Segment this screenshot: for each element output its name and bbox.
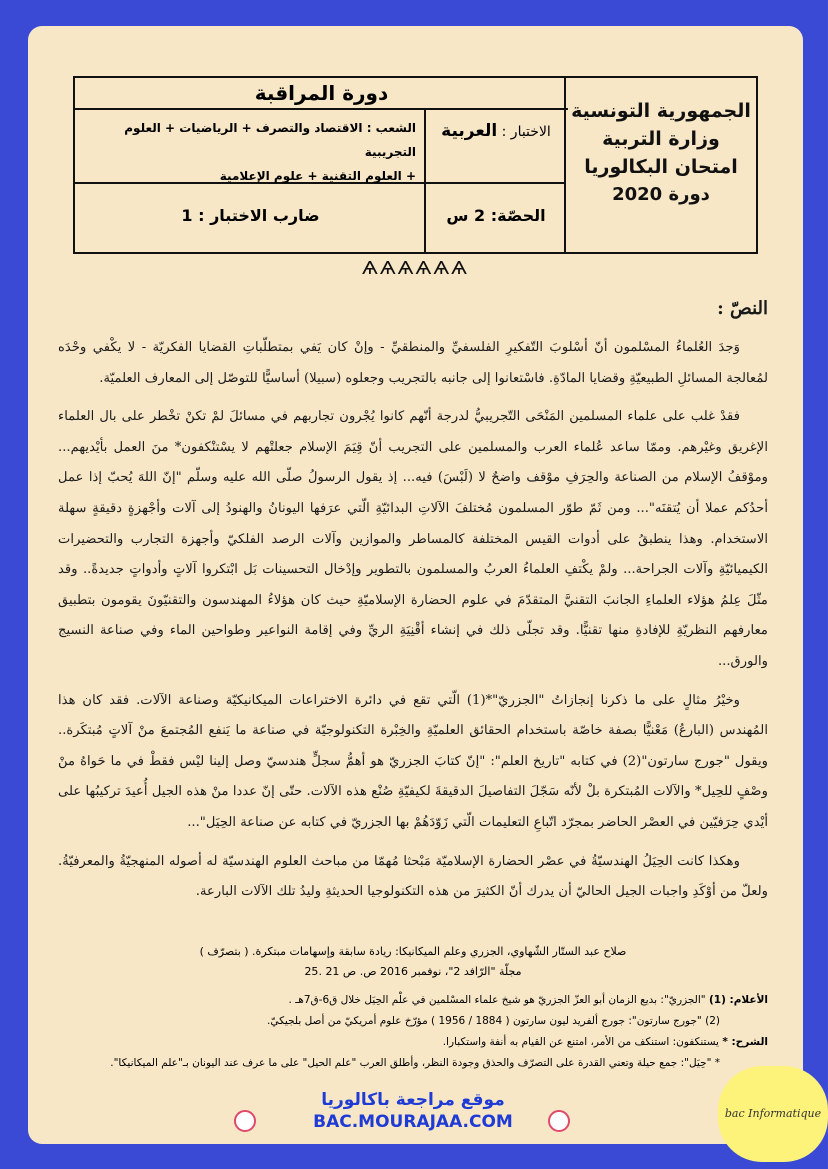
paragraph-3: وخيْرُ مثالٍ على ما ذكرنا إنجازاتُ "الجزريّ"*(1) الّتي تقع في دائرة الاختراعات الميكانيكيّة وصناعة الآلات. فقد كان هذا المُهندس (البارعُ) مَعْنيًّا بصفة خاصّة باستخدام الحقائق العلميّةِ والخِبْرة التكنولوجيّة في صناعة ما يَنفع المُجتمعَ منْ آلاتٍ مُبتكَرة.. ويقول "جورج سارتون"(2) في كتابه "تاريخ العلم": "إنّ كتابَ الجزريّ هو أهمُّ سجلٍّ هندسيّ وصل إلينا ليْس فقطْ في ما حَواهُ منْ وصْفٍ للحِيل* والآلات المُبتكرة بلْ لأنّه سَجّلَ التفاصيلَ الدقيقةَ لكيفيّةِ صُنْع هذه الآلات. حتّى إنّ عددا منْ هذه الجيل أُعيدَ تركيبُها على أيْدي حِرَفيّين في العصْر الحاضر بمجرّد اتّباعِ التعليمات الّتي زَوّدَهُمْ بها الجزريّ في كتابه عن صناعة الحِيَل"... bbox=[58, 692, 768, 830]
duration: الحصّة: 2 س bbox=[424, 184, 566, 252]
text-heading: النصّ : bbox=[717, 298, 768, 319]
exam-label: امتحان البكالوريا bbox=[584, 156, 738, 178]
site-footer[interactable] bbox=[298, 1090, 528, 1132]
paragraph-4: وهكذا كانت الحِيَلُ الهندسيّةُ في عصْر الحضارة الإسلاميّة مَبْحثا مُهمّا من مباحث العلوم الهندسيّة له أصوله المنهجيّةُ والمعرفيّةُ. ولعلّ من أوْكَدِ واجبات الجيل الحاليّ أن يدرك أنّ الكثيرَ من هذه التكنولوجيا الحديثةِ وليدُ تلك الآلات البارعة. bbox=[58, 853, 768, 900]
notes-section bbox=[58, 990, 768, 1074]
subject-cell bbox=[424, 108, 566, 184]
gloss-1-text: يستنكفون: استنكف من الأمر، امتنع عن القيام به أنفة واستكبارا. bbox=[442, 1036, 719, 1048]
names-label: الأعلام: (1) bbox=[708, 994, 768, 1006]
session-type: دورة المراقبة bbox=[75, 78, 568, 110]
republic-label: الجمهورية التونسية bbox=[571, 100, 751, 122]
ministry-label: وزارة التربية bbox=[602, 128, 720, 150]
gloss-label: الشرح: * bbox=[722, 1036, 768, 1048]
site-logo-icon bbox=[234, 1110, 256, 1132]
note-name-1 bbox=[58, 990, 768, 1011]
note-gloss-1 bbox=[58, 1032, 768, 1053]
exam-header bbox=[73, 76, 758, 254]
sections-line-2: + العلوم التقنية + علوم الإعلامية bbox=[219, 169, 416, 183]
sections-cell bbox=[75, 108, 426, 184]
paragraph-2: فقدْ غلب على علماء المسلمين المَنْحَى التّجريبيُّ لدرجة أنّهم كانوا يُجْرون تجاربهم في مسائلَ لمْ تكنْ تخْطر على بال العلماء الإغريق وغيْرهم. وممّا ساعد عُلماء العرب والمسلمين على التجريب أنّ قِيَمَ الإسلام جعلتْهم لا يسْتنْكفون* منَ العمل بأيْديهم... وموْقفُ الإسلام من الصناعة والحِرَفِ موْقف واضحٌ لا (لَبْسَ) فيه... إذ يقول الرسولُ صلّى الله عليه وسلّم "إنّ اللهَ يُحبّ إذا عمل أحدُكم عملا أن يُتقنَه"... ومن ثَمّ طوّر المسلمون مُختلفَ الآلاتِ البدائيّةِ الّتي عرَفها اليونانُ والهنودُ إلى آلات وأجْهزةٍ دقيقةٍ سهلة الاستخدام. وهذا ينطبقُ على أدوات القيس المختلفة كالمساطر والموازين وآلات الرصد الفلكيّ وأجهزة التجارب والتحضيرات الكيميائيّةِ وآلات الجراحة... ولمْ يكْتفِ العلماءُ العربُ والمسلمون بالتطوير وإدْخال التحسينات بَل ابْتكروا آلاتٍ وأدواتٍ جديدةً.. وقد مثّلَ عِلمُ هؤلاء العلماءِ الجانبَ التقنيَّ المتقدّمَ في علوم الحضارة الإسلاميّةِ حيث كان هؤلاءُ المهندسون والتقنيّونَ يقومون بتطبيق معارفهم النظريّةِ للإفادةِ منها تقنيًّا. وقد تجلّى ذلك في إنشاء أقْنِيَةِ الريِّ وفي إقامة النواعير وطواحين الماء وفي صناعة النسيج والورق... bbox=[58, 409, 768, 669]
paragraph-1: وَجدَ العُلماءُ المسْلمون أنّ أسْلوبَ التّفكيرِ الفلسفيِّ والمنطقيِّ - وإنْ كان يَفي بمتطلّباتِ القضايا الفكريّة - لا يكْفي وحْدَه لمُعالجة المسائلِ الطبيعيّةِ وقضايا المادّةِ. فاسْتعانوا إلى جانبه بالتجريب وجعلوه (سبيلا) أساسيًّا للتوصّل إلى المعارف العلميّة. bbox=[58, 340, 768, 386]
bac-informatique-badge: bac Informatique bbox=[718, 1066, 828, 1162]
site-logo-icon bbox=[548, 1110, 570, 1132]
source-line-2: مجلّة "الرّافد 2"، نوفمبر 2016 ص. ص 21 .25 bbox=[304, 965, 522, 978]
name-1-text: "الجزريّ": بديع الزمان أبو العزّ الجزريّ هو شيخ علماء المسْلمين في علْم الحِيَل خلال ق6-ق7هـ . bbox=[288, 994, 706, 1006]
session-year: دورة 2020 bbox=[612, 184, 710, 205]
header-institution bbox=[564, 78, 756, 252]
site-name[interactable]: موقع مراجعة باكالوريا bbox=[321, 1090, 505, 1110]
text-body bbox=[58, 298, 768, 916]
coefficient: ضارب الاختبار : 1 bbox=[181, 206, 320, 225]
note-name-2: (2) "جورج سارتون": جورج ألفريد ليون سارتون ( 1884 / 1956 ) مؤرّخ علوم أمريكيّ من أصل بلجيكيّ. bbox=[267, 1015, 720, 1027]
subject-value: العربية bbox=[441, 121, 498, 141]
subject-label: الاختبار : bbox=[501, 124, 551, 140]
sections-line-1: الشعب : الاقتصاد والتصرف + الرياضيات + العلوم التجريبية bbox=[124, 121, 416, 159]
note-gloss-2: * "حِيَل": جمع حيلة وتعني القدرة على التصرّف والحذق وجودة النظر، وأطلق العرب "علم الحيل" على ما عرف عند اليونان بـ"علم الميكانيكا". bbox=[110, 1057, 720, 1069]
exam-page bbox=[28, 26, 822, 1144]
ornament-divider: ѦѦѦѦѦѦ bbox=[362, 258, 469, 279]
source-line-1: صلاح عبد الستّار الشّهاوي، الجزري وعلم الميكانيكا: ريادة سابقة وإسهامات مبتكرة. ( بتصرّف ) bbox=[199, 945, 627, 958]
source-citation bbox=[58, 942, 768, 982]
site-url[interactable]: BAC.MOURAJAA.COM bbox=[313, 1112, 513, 1132]
